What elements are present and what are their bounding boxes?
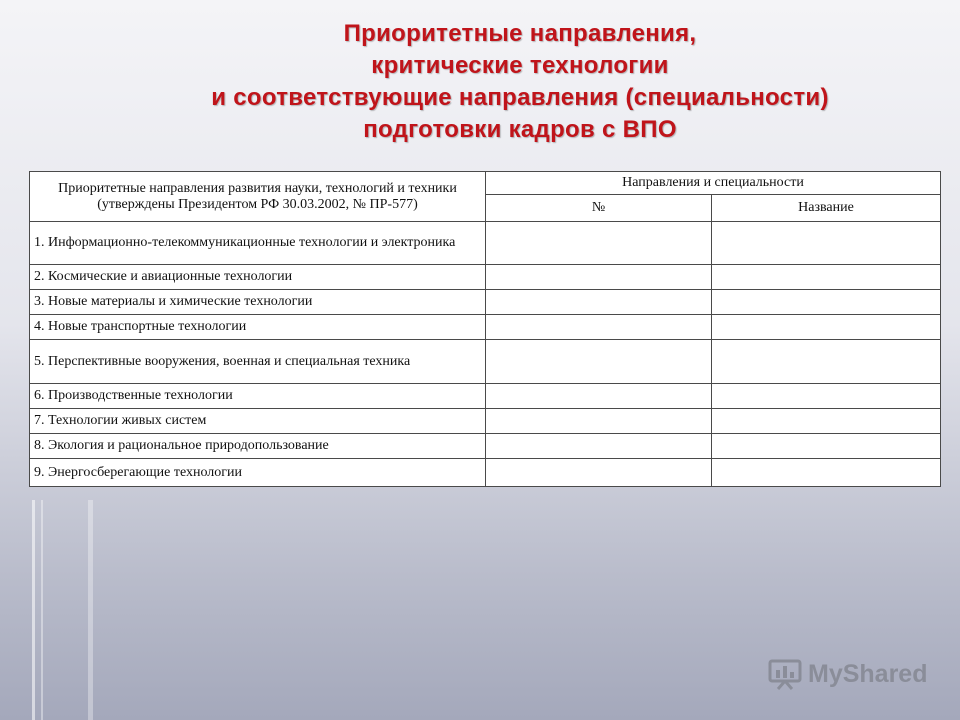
table-row: [30, 384, 941, 409]
row-priority: 3. Новые материалы и химические технологии: [30, 290, 486, 315]
row-name-cell: [712, 409, 941, 434]
decor-stripe: [32, 500, 35, 720]
row-name-cell: [712, 459, 941, 487]
row-number-cell: [486, 384, 712, 409]
slide-title: [90, 18, 950, 146]
table-row: [30, 459, 941, 487]
decor-stripe: [41, 500, 43, 720]
presentation-board-icon: [768, 658, 802, 690]
row-priority: 2. Космические и авиационные технологии: [30, 265, 486, 290]
table-row: [30, 290, 941, 315]
table-row: [30, 315, 941, 340]
decor-stripe: [88, 500, 93, 720]
table-row: [30, 434, 941, 459]
row-name-cell: [712, 290, 941, 315]
row-name-cell: [712, 265, 941, 290]
row-name-cell: [712, 222, 941, 265]
row-priority: 5. Перспективные вооружения, военная и специальная техника: [30, 340, 486, 384]
header-priorities: Приоритетные направления развития науки, технологий и техники (утверждены Президентом РФ 30.03.2002, № ПР-577): [30, 172, 486, 222]
row-name-cell: [712, 384, 941, 409]
row-number-cell: [486, 315, 712, 340]
title-line-2: критические технологии: [371, 52, 669, 79]
row-number-cell: [486, 459, 712, 487]
row-priority: 1. Информационно-телекоммуникационные технологии и электроника: [30, 222, 486, 265]
row-number-cell: [486, 340, 712, 384]
row-priority: 7. Технологии живых систем: [30, 409, 486, 434]
table-row: [30, 265, 941, 290]
table-row: [30, 409, 941, 434]
row-number-cell: [486, 409, 712, 434]
header-name: Название: [712, 195, 941, 222]
title-line-1: Приоритетные направления,: [343, 20, 697, 47]
watermark-text: MyShared: [808, 659, 928, 688]
row-number-cell: [486, 290, 712, 315]
title-line-3: и соответствующие направления (специальности): [211, 84, 829, 111]
row-name-cell: [712, 434, 941, 459]
row-number-cell: [486, 434, 712, 459]
row-priority: 9. Энергосберегающие технологии: [30, 459, 486, 487]
row-name-cell: [712, 315, 941, 340]
title-line-4: подготовки кадров с ВПО: [363, 116, 677, 143]
header-directions: Направления и специальности: [486, 172, 941, 195]
row-name-cell: [712, 340, 941, 384]
table-row: [30, 340, 941, 384]
row-priority: 8. Экология и рациональное природопользование: [30, 434, 486, 459]
priorities-table: [29, 171, 941, 487]
header-number: №: [486, 195, 712, 222]
table-row: [30, 222, 941, 265]
myshared-watermark: [768, 656, 927, 692]
row-priority: 4. Новые транспортные технологии: [30, 315, 486, 340]
row-number-cell: [486, 265, 712, 290]
row-number-cell: [486, 222, 712, 265]
row-priority: 6. Производственные технологии: [30, 384, 486, 409]
